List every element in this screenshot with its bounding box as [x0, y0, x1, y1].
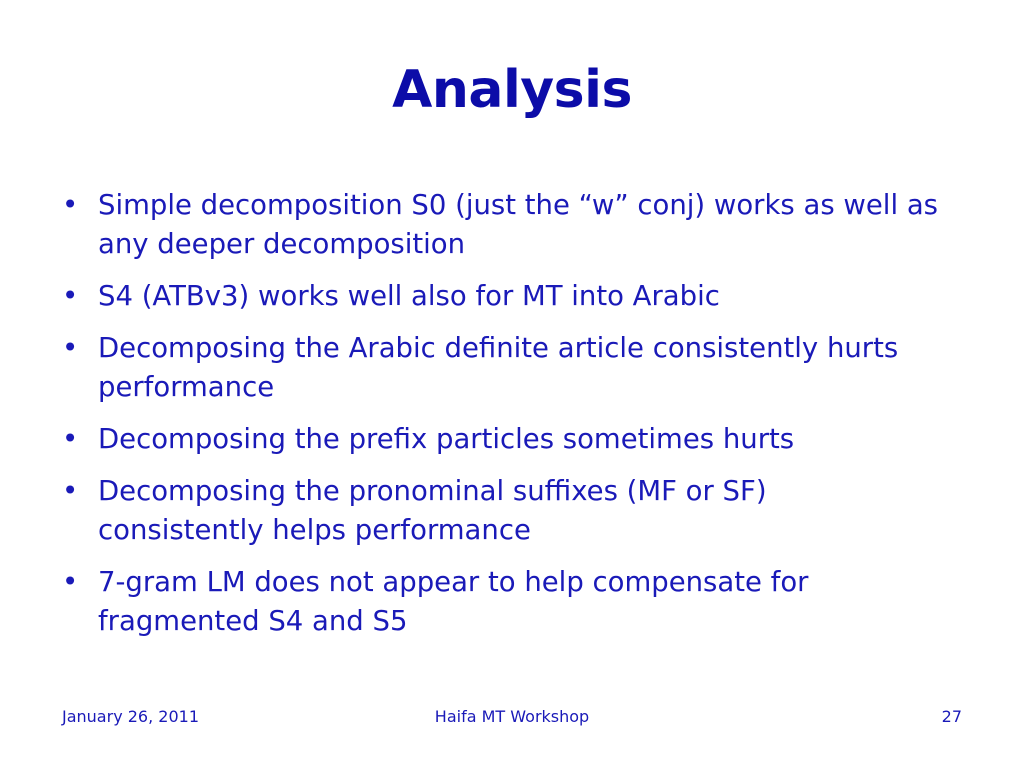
bullet-text: 7-gram LM does not appear to help compensate for fragmented S4 and S5 [98, 566, 809, 637]
bullet-dot-icon: • [62, 566, 79, 598]
bullet-text: Decomposing the prefix particles sometimes hurts [98, 423, 795, 455]
bullet-list [60, 186, 940, 654]
bullet-dot-icon: • [62, 280, 79, 312]
bullet-item [60, 277, 940, 316]
bullet-item [60, 563, 940, 641]
bullet-item [60, 420, 940, 459]
bullet-dot-icon: • [62, 189, 79, 221]
bullet-dot-icon: • [62, 423, 79, 455]
bullet-text: Simple decomposition S0 (just the “w” conj) works as well as any deeper decomposition [98, 189, 939, 260]
bullet-item [60, 329, 940, 407]
bullet-dot-icon: • [62, 332, 79, 364]
bullet-item [60, 472, 940, 550]
bullet-text: Decomposing the Arabic definite article consistently hurts performance [98, 332, 899, 403]
slide-title: Analysis [392, 60, 632, 120]
bullet-text: Decomposing the pronominal suffixes (MF or SF) consistently helps performance [98, 475, 767, 546]
bullet-text: S4 (ATBv3) works well also for MT into Arabic [98, 280, 720, 312]
footer-event: Haifa MT Workshop [434, 707, 590, 726]
bullet-item [60, 186, 940, 264]
bullet-dot-icon: • [62, 475, 79, 507]
footer-date: January 26, 2011 [62, 707, 199, 726]
footer-page-number: 27 [941, 707, 962, 726]
